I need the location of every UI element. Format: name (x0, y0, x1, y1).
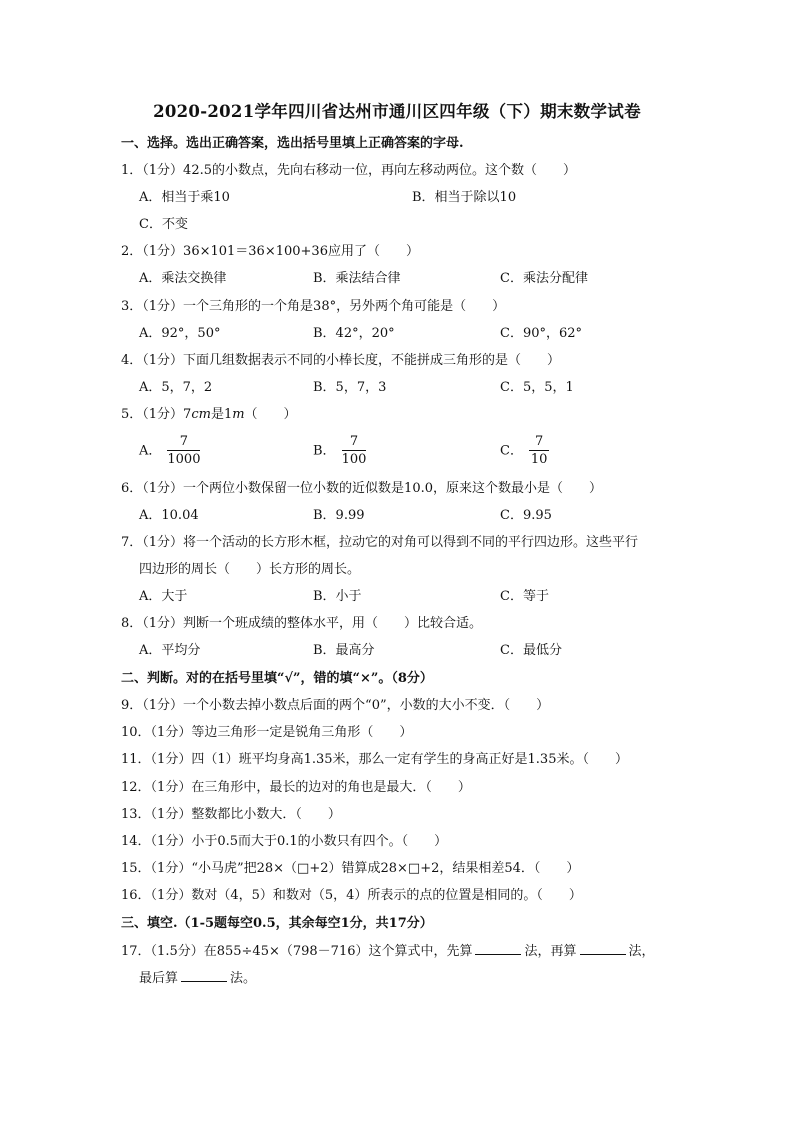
q5-option-a (139, 434, 200, 468)
q4-option-a: A．5，7，2 (139, 380, 213, 395)
q5-option-b-label: B． (313, 443, 336, 459)
q7-option-a: A．大于 (139, 589, 188, 604)
q8-option-a: A．平均分 (139, 643, 201, 658)
q5-option-a-label: A． (139, 443, 162, 459)
q7-option-c: C．等于 (500, 589, 549, 604)
q17-text-1: 17．（1.5分）在855÷45×（798－716）这个算式中，先算 (121, 944, 473, 959)
fraction-denominator: 1000 (167, 452, 201, 467)
q6-option-c: C．9.95 (500, 508, 552, 523)
q3-option-c: C．90°，62° (500, 326, 583, 341)
q4-option-c: C．5，5，1 (500, 380, 574, 395)
q17-blank-3[interactable] (181, 969, 227, 982)
q5-stem-mid: 是1 (210, 407, 233, 422)
q8-option-b: B．最高分 (313, 643, 375, 658)
q17-text-5: 法。 (230, 971, 257, 986)
q8-option-c: C．最低分 (500, 643, 562, 658)
fraction-denominator: 100 (341, 452, 367, 467)
q17-text-2: 法，再算 (524, 944, 577, 959)
q1-option-a: A．相当于乘10 (139, 190, 230, 205)
q11-statement: 11．（1分）四（1）班平均身高1.35米，那么一定有学生的身高正好是1.35米。（ ） (121, 752, 628, 767)
q17-text-4: 最后算 (139, 971, 179, 986)
q5-stem (121, 406, 297, 424)
q2-option-b: B．乘法结合律 (313, 271, 401, 286)
q9-statement: 9．（1分）一个小数去掉小数点后面的两个“0”，小数的大小不变．（ ） (121, 698, 550, 713)
q15-statement: 15．（1分）“小马虎”把28×（□+2）错算成28×□+2，结果相差54．（ ） (121, 861, 580, 876)
q17-line1 (121, 942, 655, 961)
q1-stem: 1．（1分）42.5的小数点，先向右移动一位，再向左移动两位。这个数（ ） (121, 163, 576, 178)
q17-blank-1[interactable] (475, 942, 521, 955)
section-2-heading: 二、判断。对的在括号里填“√”，错的填“×”。（8分） (121, 671, 433, 686)
q4-option-b: B．5，7，3 (313, 380, 387, 395)
q17-blank-2[interactable] (580, 942, 626, 955)
q3-option-b: B．42°，20° (313, 326, 395, 341)
q10-statement: 10．（1分）等边三角形一定是锐角三角形（ ） (121, 725, 413, 740)
q6-option-a: A．10.04 (139, 508, 199, 523)
q5-option-c-fraction (529, 434, 549, 468)
q6-option-b: B．9.99 (313, 508, 365, 523)
q5-option-c-label: C． (500, 443, 523, 459)
q2-option-c: C．乘法分配律 (500, 271, 588, 286)
q2-option-a: A．乘法交换律 (139, 271, 227, 286)
q7-option-b: B．小于 (313, 589, 362, 604)
q5-unit-cm: cm (191, 407, 211, 422)
q5-option-c (500, 434, 549, 468)
q3-option-a: A．92°，50° (139, 326, 221, 341)
q7-stem-line1: 7．（1分）将一个活动的长方形木框，拉动它的对角可以得到不同的平行四边形。这些平行 (121, 535, 639, 550)
q5-stem-pre: 5．（1分）7 (121, 407, 192, 422)
q1-option-b: B．相当于除以10 (412, 190, 517, 205)
q5-option-b-fraction (342, 434, 367, 468)
q13-statement: 13．（1分）整数都比小数大．（ ） (121, 807, 341, 822)
q7-stem-line2: 四边形的周长（ ）长方形的周长。 (139, 562, 361, 577)
q5-stem-post: （ ） (244, 407, 297, 422)
q14-statement: 14．（1分）小于0.5而大于0.1的小数只有四个。（ ） (121, 834, 448, 849)
fraction-numerator: 7 (529, 434, 549, 451)
q5-option-a-fraction (167, 434, 200, 468)
section-3-heading: 三、填空.（1-5题每空0.5，其余每空1分，共17分） (121, 916, 433, 931)
q1-option-c: C．不变 (139, 217, 188, 232)
q2-stem: 2．（1分）36×101＝36×100+36应用了（ ） (121, 244, 419, 259)
q8-stem: 8．（1分）判断一个班成绩的整体水平，用（ ）比较合适。 (121, 616, 483, 631)
q4-stem: 4．（1分）下面几组数据表示不同的小棒长度，不能拼成三角形的是（ ） (121, 353, 561, 368)
section-1-heading: 一、选择。选出正确答案，选出括号里填上正确答案的字母. (121, 136, 464, 151)
q12-statement: 12．（1分）在三角形中，最长的边对的角也是最大．（ ） (121, 780, 471, 795)
fraction-numerator: 7 (167, 434, 200, 451)
q6-stem: 6．（1分）一个两位小数保留一位小数的近似数是10.0，原来这个数最小是（ ） (121, 481, 602, 496)
q17-line2 (139, 969, 256, 988)
q16-statement: 16．（1分）数对（4，5）和数对（5，4）所表示的点的位置是相同的。（ ） (121, 888, 582, 903)
fraction-denominator: 10 (530, 452, 548, 467)
q3-stem: 3．（1分）一个三角形的一个角是38°，另外两个角可能是（ ） (121, 299, 506, 314)
q17-text-3: 法， (628, 944, 655, 959)
fraction-numerator: 7 (342, 434, 367, 451)
page-title: 2020-2021学年四川省达州市通川区四年级（下）期末数学试卷 (153, 102, 641, 121)
q5-option-b (313, 434, 366, 468)
q5-unit-m: m (232, 407, 245, 422)
